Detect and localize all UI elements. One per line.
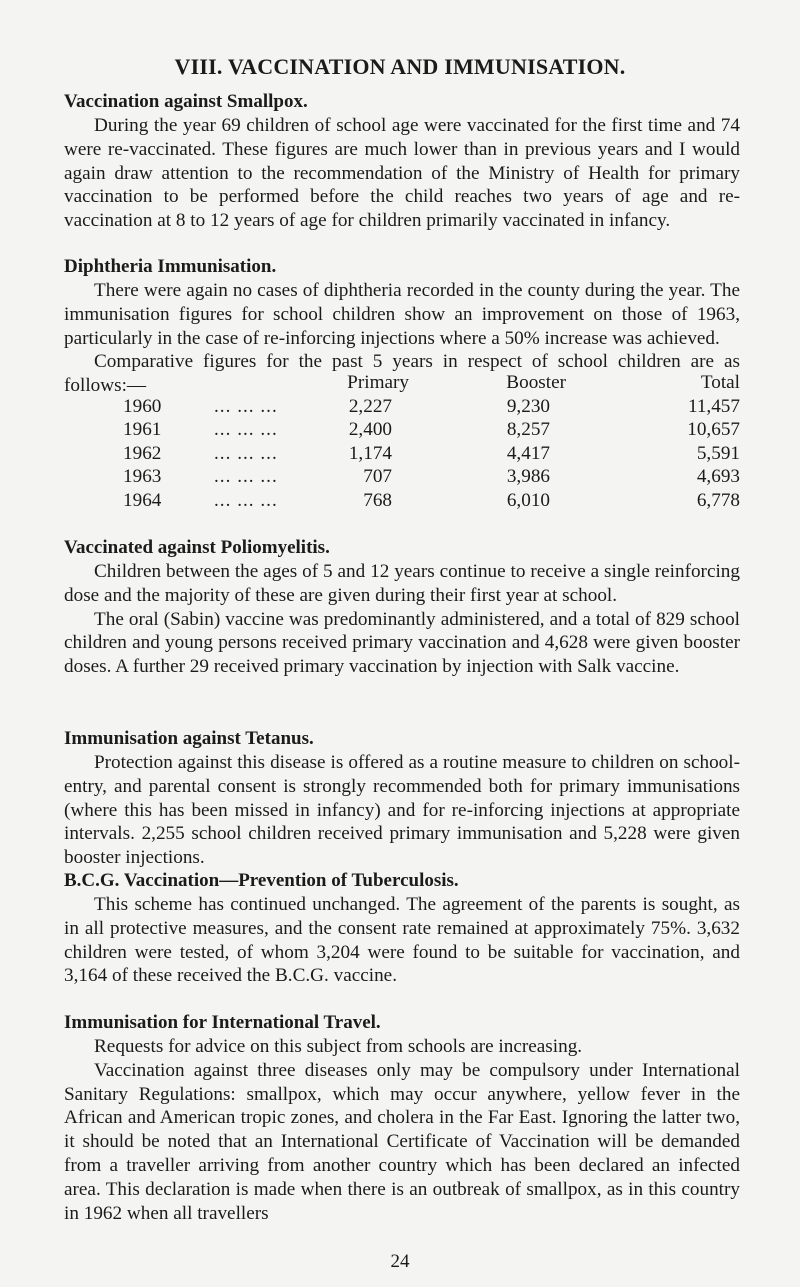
section-heading: Vaccinated against Poliomyelitis. bbox=[64, 537, 330, 558]
section-heading: Immunisation for International Travel. bbox=[64, 1012, 381, 1033]
paragraph: Comparative figures for the past 5 years in respect of school children are as follows:— bbox=[64, 351, 740, 397]
booster-cell: 4,417 bbox=[506, 442, 550, 464]
paragraph: This scheme has continued unchanged. The agreement of the parents is sought, as in all protective measures, and the consent rate remained at approximately 75%. 3,632 children were tested, of whom 3,204 were found to be suitable for vaccination, and 3,164 of these received the B.C.G. vaccine. bbox=[64, 894, 740, 987]
header-booster: Booster bbox=[506, 372, 566, 393]
total-cell: 4,693 bbox=[696, 466, 740, 488]
header-total: Total bbox=[700, 372, 740, 393]
booster-cell: 3,986 bbox=[506, 466, 550, 488]
leader-dots: ... ... ... bbox=[214, 466, 278, 488]
table-row bbox=[64, 442, 740, 466]
primary-cell: 707 bbox=[363, 466, 392, 488]
table-row bbox=[64, 395, 740, 419]
total-cell: 6,778 bbox=[696, 489, 740, 511]
header-primary: Primary bbox=[347, 372, 409, 393]
section-heading: B.C.G. Vaccination—Prevention of Tuberculosis. bbox=[64, 870, 459, 891]
page-number: 24 bbox=[390, 1251, 410, 1272]
section-heading: Diphtheria Immunisation. bbox=[64, 256, 277, 277]
section-bcg bbox=[64, 869, 740, 988]
leader-dots: ... ... ... bbox=[214, 419, 278, 441]
table-row bbox=[64, 489, 740, 513]
year-cell: 1962 bbox=[123, 442, 162, 464]
primary-cell: 2,227 bbox=[348, 395, 392, 417]
primary-cell: 2,400 bbox=[348, 419, 392, 441]
leader-dots: ... ... ... bbox=[214, 395, 278, 417]
paragraph: Protection against this disease is offered as a routine measure to children on school-entry, and parental consent is strongly recommended both for primary immunisations (where this has been missed in infancy) and for re-inforcing injections at appropriate intervals. 2,255 school children received primary immunisation and 5,228 were given booster injections. bbox=[64, 752, 740, 869]
section-smallpox bbox=[64, 90, 740, 233]
booster-cell: 8,257 bbox=[506, 419, 550, 441]
section-heading: Vaccination against Smallpox. bbox=[64, 91, 308, 112]
table-row bbox=[64, 418, 740, 442]
paragraph: Vaccination against three diseases only may be compulsory under International Sanitary Regulations: smallpox, which may occur anywhere, yellow fever in the African and American tropic zones, and cholera in the Far East. Ignoring the latter two, it should be noted that an International Certificate of Vaccination will be demanded from a traveller arriving from another country which has been declared an infected area. This declaration is made when there is an outbreak of smallpox, as in this country in 1962 when all travellers bbox=[64, 1059, 740, 1224]
year-cell: 1960 bbox=[123, 395, 162, 417]
year-cell: 1964 bbox=[123, 489, 162, 511]
paragraph: There were again no cases of diphtheria recorded in the county during the year. The immunisation figures for school children show an improvement on those of 1963, particularly in the case of re-inforcing injections where a 50% increase was achieved. bbox=[64, 280, 740, 349]
year-cell: 1961 bbox=[123, 419, 162, 441]
paragraph: During the year 69 children of school age were vaccinated for the first time and 74 were re-vaccinated. These figures are much lower than in previous years and I would again draw attention to the recommendation of the Ministry of Health for primary vaccination to be performed before the child reaches two years of age and re-vaccination at 8 to 12 years of age for children primarily vaccinated in infancy. bbox=[64, 115, 740, 232]
paragraph: Children between the ages of 5 and 12 years continue to receive a single reinforcing dose and the majority of these are given during their first year at school. bbox=[64, 561, 740, 606]
paragraph: Requests for advice on this subject from schools are increasing. bbox=[94, 1036, 583, 1057]
primary-cell: 768 bbox=[363, 489, 392, 511]
section-polio bbox=[64, 536, 740, 679]
section-travel bbox=[64, 1011, 740, 1225]
table-header-row bbox=[64, 371, 740, 395]
total-cell: 11,457 bbox=[687, 395, 740, 417]
booster-cell: 6,010 bbox=[506, 489, 550, 511]
table-row bbox=[64, 465, 740, 489]
leader-dots: ... ... ... bbox=[214, 489, 278, 511]
paragraph: The oral (Sabin) vaccine was predominantly administered, and a total of 829 school children and young persons received primary vaccination and 4,628 were given booster doses. A further 29 received primary vaccination by injection with Salk vaccine. bbox=[64, 608, 740, 678]
chapter-title: VIII. VACCINATION AND IMMUNISATION. bbox=[174, 54, 626, 79]
year-cell: 1963 bbox=[123, 466, 162, 488]
section-heading: Immunisation against Tetanus. bbox=[64, 728, 314, 749]
primary-cell: 1,174 bbox=[348, 442, 392, 464]
leader-dots: ... ... ... bbox=[214, 442, 278, 464]
total-cell: 10,657 bbox=[687, 419, 740, 441]
booster-cell: 9,230 bbox=[506, 395, 550, 417]
immunisation-table bbox=[64, 371, 740, 513]
section-tetanus bbox=[64, 727, 740, 870]
total-cell: 5,591 bbox=[696, 442, 740, 464]
